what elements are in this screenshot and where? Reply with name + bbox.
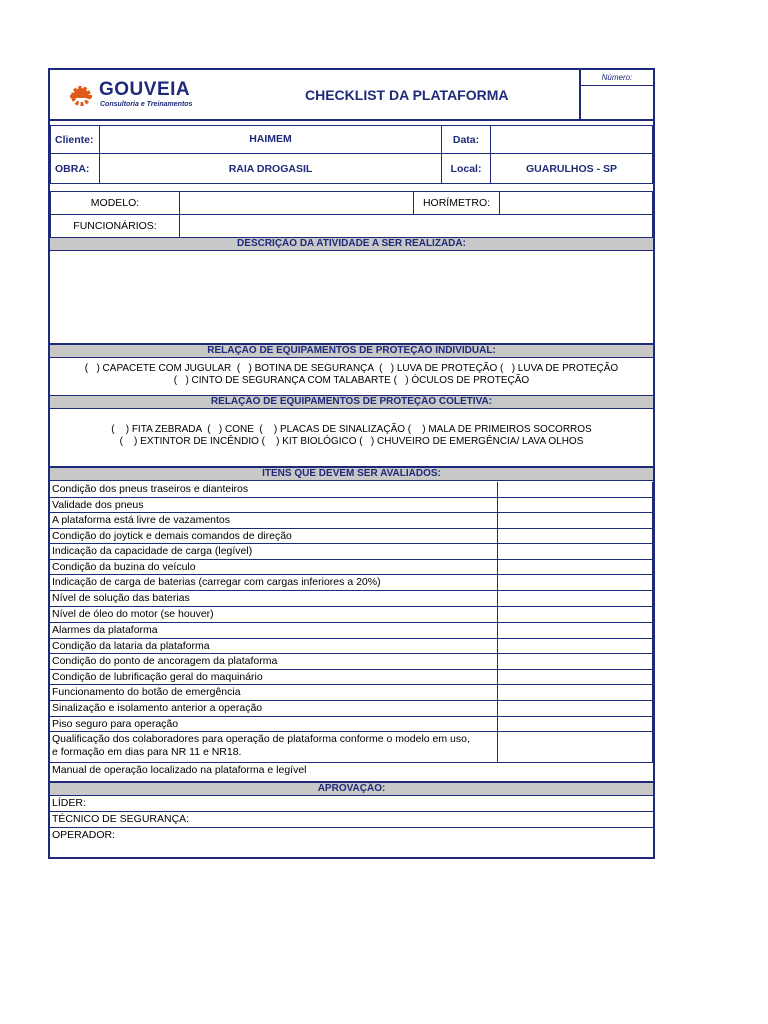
checklist-item-label: Alarmes da plataforma — [52, 624, 158, 636]
checklist-item-status-cell[interactable] — [497, 701, 653, 716]
checklist-item-label: Condição da lataria da plataforma — [52, 640, 210, 652]
checklist-item-row — [50, 513, 653, 529]
modelo-field[interactable] — [179, 191, 414, 215]
checklist-item-row — [50, 623, 653, 639]
checklist-item-label: Nível de solução das baterias — [52, 592, 190, 604]
checklist-item-status-cell[interactable] — [497, 529, 653, 543]
checklist-item-status-cell[interactable] — [497, 639, 653, 653]
obra-label: OBRA: — [50, 153, 100, 184]
checklist-item-status-cell[interactable] — [497, 732, 653, 762]
cliente-label: Cliente: — [50, 125, 100, 154]
checklist-item-row — [50, 670, 653, 685]
epc-line-2: ( ) EXTINTOR DE INCÊNDIO ( ) KIT BIOLÓGICO ( ) CHUVEIRO DE EMERGÊNCIA/ LAVA OLHOS — [119, 436, 584, 447]
logo-name: GOUVEIA — [99, 79, 191, 100]
funcionarios-field[interactable] — [179, 214, 653, 238]
checklist-item-label: Funcionamento do botão de emergência — [52, 686, 241, 698]
checklist-item-row — [50, 560, 653, 575]
checklist-form — [48, 68, 655, 859]
checklist-item-status-cell[interactable] — [497, 560, 653, 574]
numero-divider — [581, 85, 653, 86]
checklist-item-label: Validade dos pneus — [52, 499, 144, 511]
checklist-item-status-cell[interactable] — [497, 717, 653, 731]
checklist-item-row — [50, 717, 653, 732]
checklist-item-row — [50, 607, 653, 623]
checklist-item-row — [50, 701, 653, 717]
checklist-item-row — [50, 482, 653, 498]
checklist-item-label: Nível de óleo do motor (se houver) — [52, 608, 214, 620]
checklist-item-label: Condição da buzina do veículo — [52, 561, 196, 573]
data-label: Data: — [441, 125, 491, 154]
checklist-item-row — [50, 544, 653, 560]
checklist-item-status-cell[interactable] — [497, 607, 653, 622]
local-label: Local: — [441, 153, 491, 184]
checklist-item-status-cell[interactable] — [497, 513, 653, 528]
checklist-item-row — [50, 529, 653, 544]
numero-box — [579, 70, 653, 121]
checklist-item-label: Qualificação dos colaboradores para operação de plataforma conforme o modelo em uso, — [52, 733, 470, 745]
checklist-item-label: Manual de operação localizado na plataforma e legível — [52, 764, 307, 776]
logo-subtitle: Consultoria e Treinamentos — [100, 101, 193, 108]
checklist-item-row — [50, 498, 653, 513]
cliente-field[interactable]: HAIMEM — [99, 125, 442, 154]
checklist-item-row — [50, 639, 653, 654]
checklist-item-label: Condição do ponto de ancoragem da plataforma — [52, 655, 278, 667]
checklist-item-label: Indicação da capacidade de carga (legível) — [52, 545, 253, 557]
checklist-item-status-cell[interactable] — [497, 670, 653, 684]
gear-helmet-icon — [66, 82, 96, 106]
checklist-item-row — [50, 732, 653, 763]
checklist-item-label: Piso seguro para operação — [52, 718, 179, 730]
form-header — [50, 70, 653, 121]
checklist-item-label: Indicação de carga de baterias (carregar com cargas inferiores a 20%) — [52, 576, 381, 588]
section-itens: ITENS QUE DEVEM SER AVALIADOS: — [50, 467, 653, 481]
funcionarios-label: FUNCIONÁRIOS: — [50, 214, 180, 238]
epi-line-1: ( ) CAPACETE COM JUGULAR ( ) BOTINA DE SEGURANÇA ( ) LUVA DE PROTEÇÃO ( ) LUVA DE PROTEÇÃO — [84, 363, 619, 374]
checklist-item-label: Condição do joytick e demais comandos de direção — [52, 530, 292, 542]
horimetro-label: HORÍMETRO: — [413, 191, 500, 215]
section-epc: RELAÇÃO DE EQUIPAMENTOS DE PROTEÇÃO COLETIVA: — [50, 395, 653, 409]
checklist-item-status-cell[interactable] — [497, 482, 653, 497]
checklist-item-row — [50, 763, 653, 782]
tecnico-label: TÉCNICO DE SEGURANÇA: — [52, 813, 190, 825]
company-logo — [66, 78, 226, 114]
checklist-item-row — [50, 685, 653, 701]
operador-row[interactable] — [50, 828, 653, 844]
checklist-item-status-cell[interactable] — [497, 575, 653, 590]
section-descricao: DESCRIÇÃO DA ATIVIDADE A SER REALIZADA: — [50, 237, 653, 251]
checklist-item-status-cell[interactable] — [497, 498, 653, 512]
obra-field[interactable]: RAIA DROGASIL — [99, 153, 442, 184]
checklist-item-row — [50, 575, 653, 591]
section-epi: RELAÇÃO DE EQUIPAMENTOS DE PROTEÇÃO INDIVIDUAL: — [50, 344, 653, 358]
local-field[interactable]: GUARULHOS - SP — [490, 153, 653, 184]
checklist-item-status-cell[interactable] — [497, 591, 653, 606]
checklist-item-status-cell[interactable] — [497, 685, 653, 700]
epi-list — [50, 358, 653, 396]
page-title: CHECKLIST DA PLATAFORMA — [305, 87, 509, 103]
operador-label: OPERADOR: — [52, 829, 116, 841]
checklist-item-label: Condição de lubrificação geral do maquinário — [52, 671, 263, 683]
checklist-item-label: Sinalização e isolamento anterior a operação — [52, 702, 263, 714]
lider-row[interactable] — [50, 796, 653, 812]
numero-label: Número: — [601, 73, 633, 82]
descricao-area[interactable] — [50, 251, 653, 344]
section-aprovacao: APROVAÇÃO: — [50, 782, 653, 796]
lider-label: LÍDER: — [52, 797, 86, 809]
checklist-item-row — [50, 591, 653, 607]
epc-list — [50, 409, 653, 467]
modelo-label: MODELO: — [50, 191, 180, 215]
epc-line-1: ( ) FITA ZEBRADA ( ) CONE ( ) PLACAS DE SINALIZAÇÃO ( ) MALA DE PRIMEIROS SOCORROS — [111, 424, 592, 435]
checklist-item-status-cell[interactable] — [497, 544, 653, 559]
checklist-item-status-cell[interactable] — [497, 654, 653, 669]
checklist-item-label: e formação em dias para NR 11 e NR18. — [52, 746, 242, 758]
checklist-item-label: Condição dos pneus traseiros e dianteiros — [52, 483, 249, 495]
data-field[interactable] — [490, 125, 653, 154]
checklist-item-label: A plataforma está livre de vazamentos — [52, 514, 231, 526]
checklist-item-row — [50, 654, 653, 670]
tecnico-row[interactable] — [50, 812, 653, 828]
horimetro-field[interactable] — [499, 191, 653, 215]
checklist-item-status-cell[interactable] — [497, 623, 653, 638]
epi-line-2: ( ) CINTO DE SEGURANÇA COM TALABARTE ( ) ÓCULOS DE PROTEÇÃO — [173, 375, 530, 386]
